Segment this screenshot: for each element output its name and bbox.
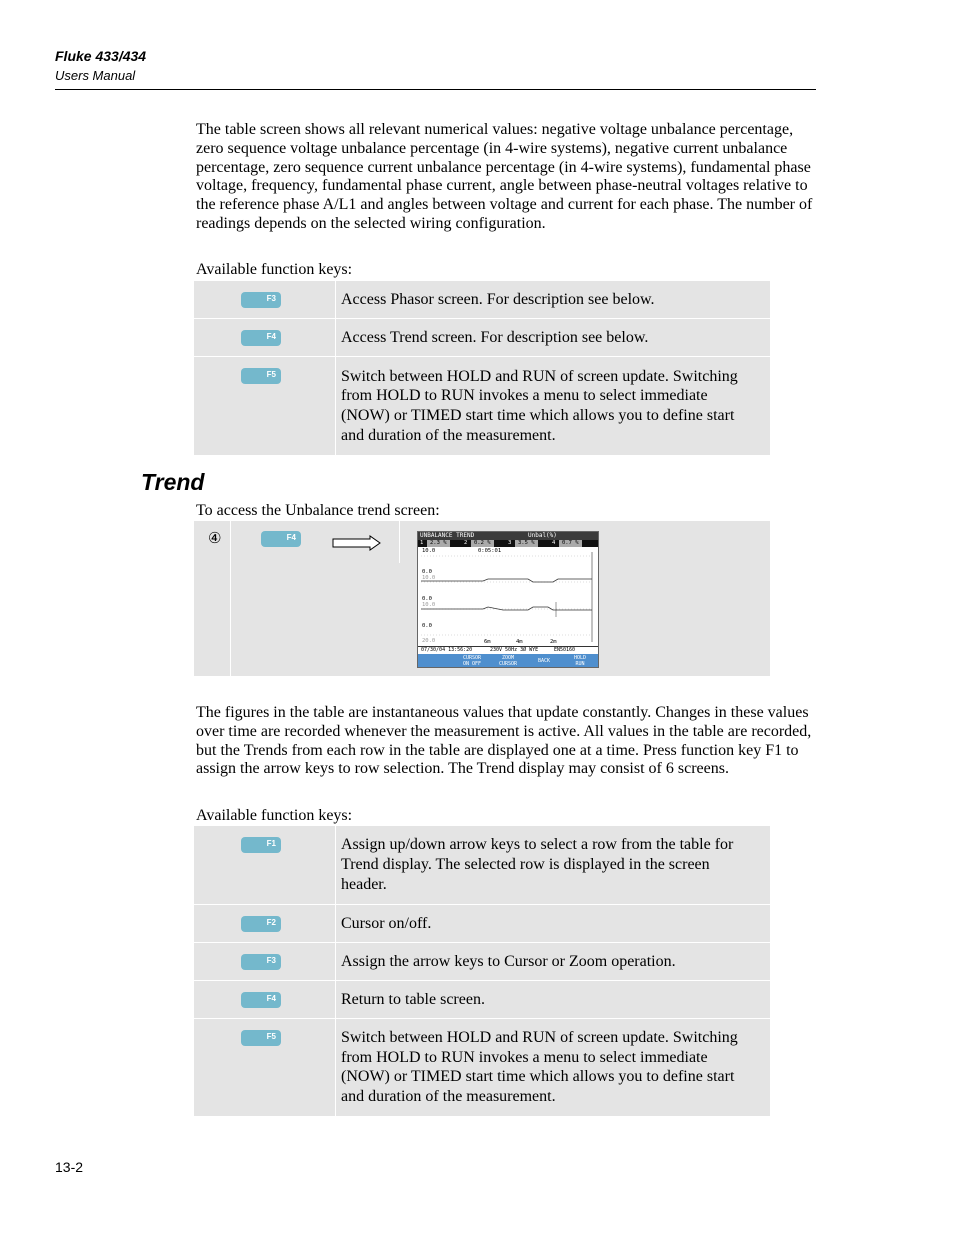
key-description: Cursor on/off. [341, 915, 432, 933]
table-row [194, 981, 770, 1019]
screen-title-right: Unbal(%) [528, 532, 557, 539]
table-row [194, 905, 770, 943]
f4-key-icon: F4 [261, 531, 301, 547]
f3-key-icon: F3 [241, 954, 281, 970]
table-row [194, 1019, 770, 1116]
key-description: Assign up/down arrow keys to select a row from the table for Trend display. The selected row is displayed in the screen header. [341, 836, 734, 893]
screen-softkey-bar: CURSOR ON OFF ZOOM CURSOR BACK HOLD RUN [418, 654, 598, 667]
section-heading: Trend [141, 469, 205, 495]
table-row [194, 319, 770, 357]
unbalance-trend-screen: UNBALANCE TREND Unbal(%) 1 2.3 % 2 0.2 % 3 3.5 % 4 0.7 % 10.0 0:05:01 0.0 10.0 0.0 10.0 0.0 20.0 6m 4m 2m 07/30/04 13:56:20 230V 50Hz 3Ø WYE EN50160 CURSOR ON OFF ZOOM CURSOR BACK HOLD RUN [417, 531, 599, 668]
f2-key-icon: F2 [241, 916, 281, 932]
screen-title: UNBALANCE TREND [420, 532, 475, 539]
f1-key-icon: F1 [241, 837, 281, 853]
key-description: Access Phasor screen. For description see below. [341, 291, 655, 308]
available-keys-label: Available function keys: [196, 807, 353, 824]
page-number: 13-2 [55, 1159, 84, 1175]
manual-title: Fluke 433/434 [55, 48, 147, 64]
key-description: Switch between HOLD and RUN of screen update. Switching from HOLD to RUN invokes a menu to select immediate (NOW) or TIMED start time which allows you to define start and duration of the measurement. [341, 367, 738, 444]
key-description: Access Trend screen. For description see below. [341, 328, 649, 346]
f4-key-icon: F4 [241, 330, 281, 346]
key-description: Assign the arrow keys to Cursor or Zoom operation. [341, 953, 676, 971]
f4-key-icon: F4 [241, 992, 281, 1008]
screen-timer: 0:05:01 [478, 548, 502, 554]
trend-plot [418, 547, 598, 646]
intro-paragraph: The table screen shows all relevant numerical values: negative voltage unbalance percentage, zero sequence voltage unbalance percentage (in 4-wire systems), negative current unbalance percentage, zero sequence current unbalance percentage (in 4-wire systems), fundamental phase voltage, frequency, fundamental phase current, angle between phase-neutral voltages relative to the reference phase A/L1 and angles between voltage and current for each phase. The number of readings depends on the selected wiring configuration. [196, 121, 813, 232]
arrow-right-icon [332, 535, 382, 551]
table-row [194, 943, 770, 981]
screen-tabs: 1 2.3 % 2 0.2 % 3 3.5 % 4 0.7 % [418, 540, 598, 547]
table-row [194, 826, 770, 905]
f5-key-icon: F5 [241, 368, 281, 384]
header-rule [55, 89, 816, 90]
step-number: ④ [208, 529, 222, 547]
function-key-table-2 [194, 826, 770, 1116]
table-row [194, 281, 770, 319]
trend-paragraph: The figures in the table are instantaneous values that update constantly. Changes in these values over time are recorded whenever the measurement is active. All values in the table are recorded, but the Trends from each row in the table are displayed one at a time. Press function key F1 to assign the arrow keys to row selection. The Trend display may consist of 6 screens. [196, 704, 812, 778]
f5-key-icon: F5 [241, 1030, 281, 1046]
manual-subtitle: Users Manual [55, 68, 136, 83]
function-key-table-1 [194, 281, 770, 455]
screen-status-bar: 07/30/04 13:56:20 230V 50Hz 3Ø WYE EN50160 [418, 646, 598, 654]
table-row [194, 357, 770, 455]
key-description: Return to table screen. [341, 990, 485, 1008]
f3-key-icon: F3 [241, 292, 281, 308]
key-description: Switch between HOLD and RUN of screen update. Switching from HOLD to RUN invokes a menu to select immediate (NOW) or TIMED start time which allows you to define start and duration of the measurement. [341, 1028, 738, 1106]
available-keys-label: Available function keys: [196, 261, 353, 278]
access-steps-panel [194, 521, 770, 676]
access-instruction: To access the Unbalance trend screen: [196, 502, 440, 519]
